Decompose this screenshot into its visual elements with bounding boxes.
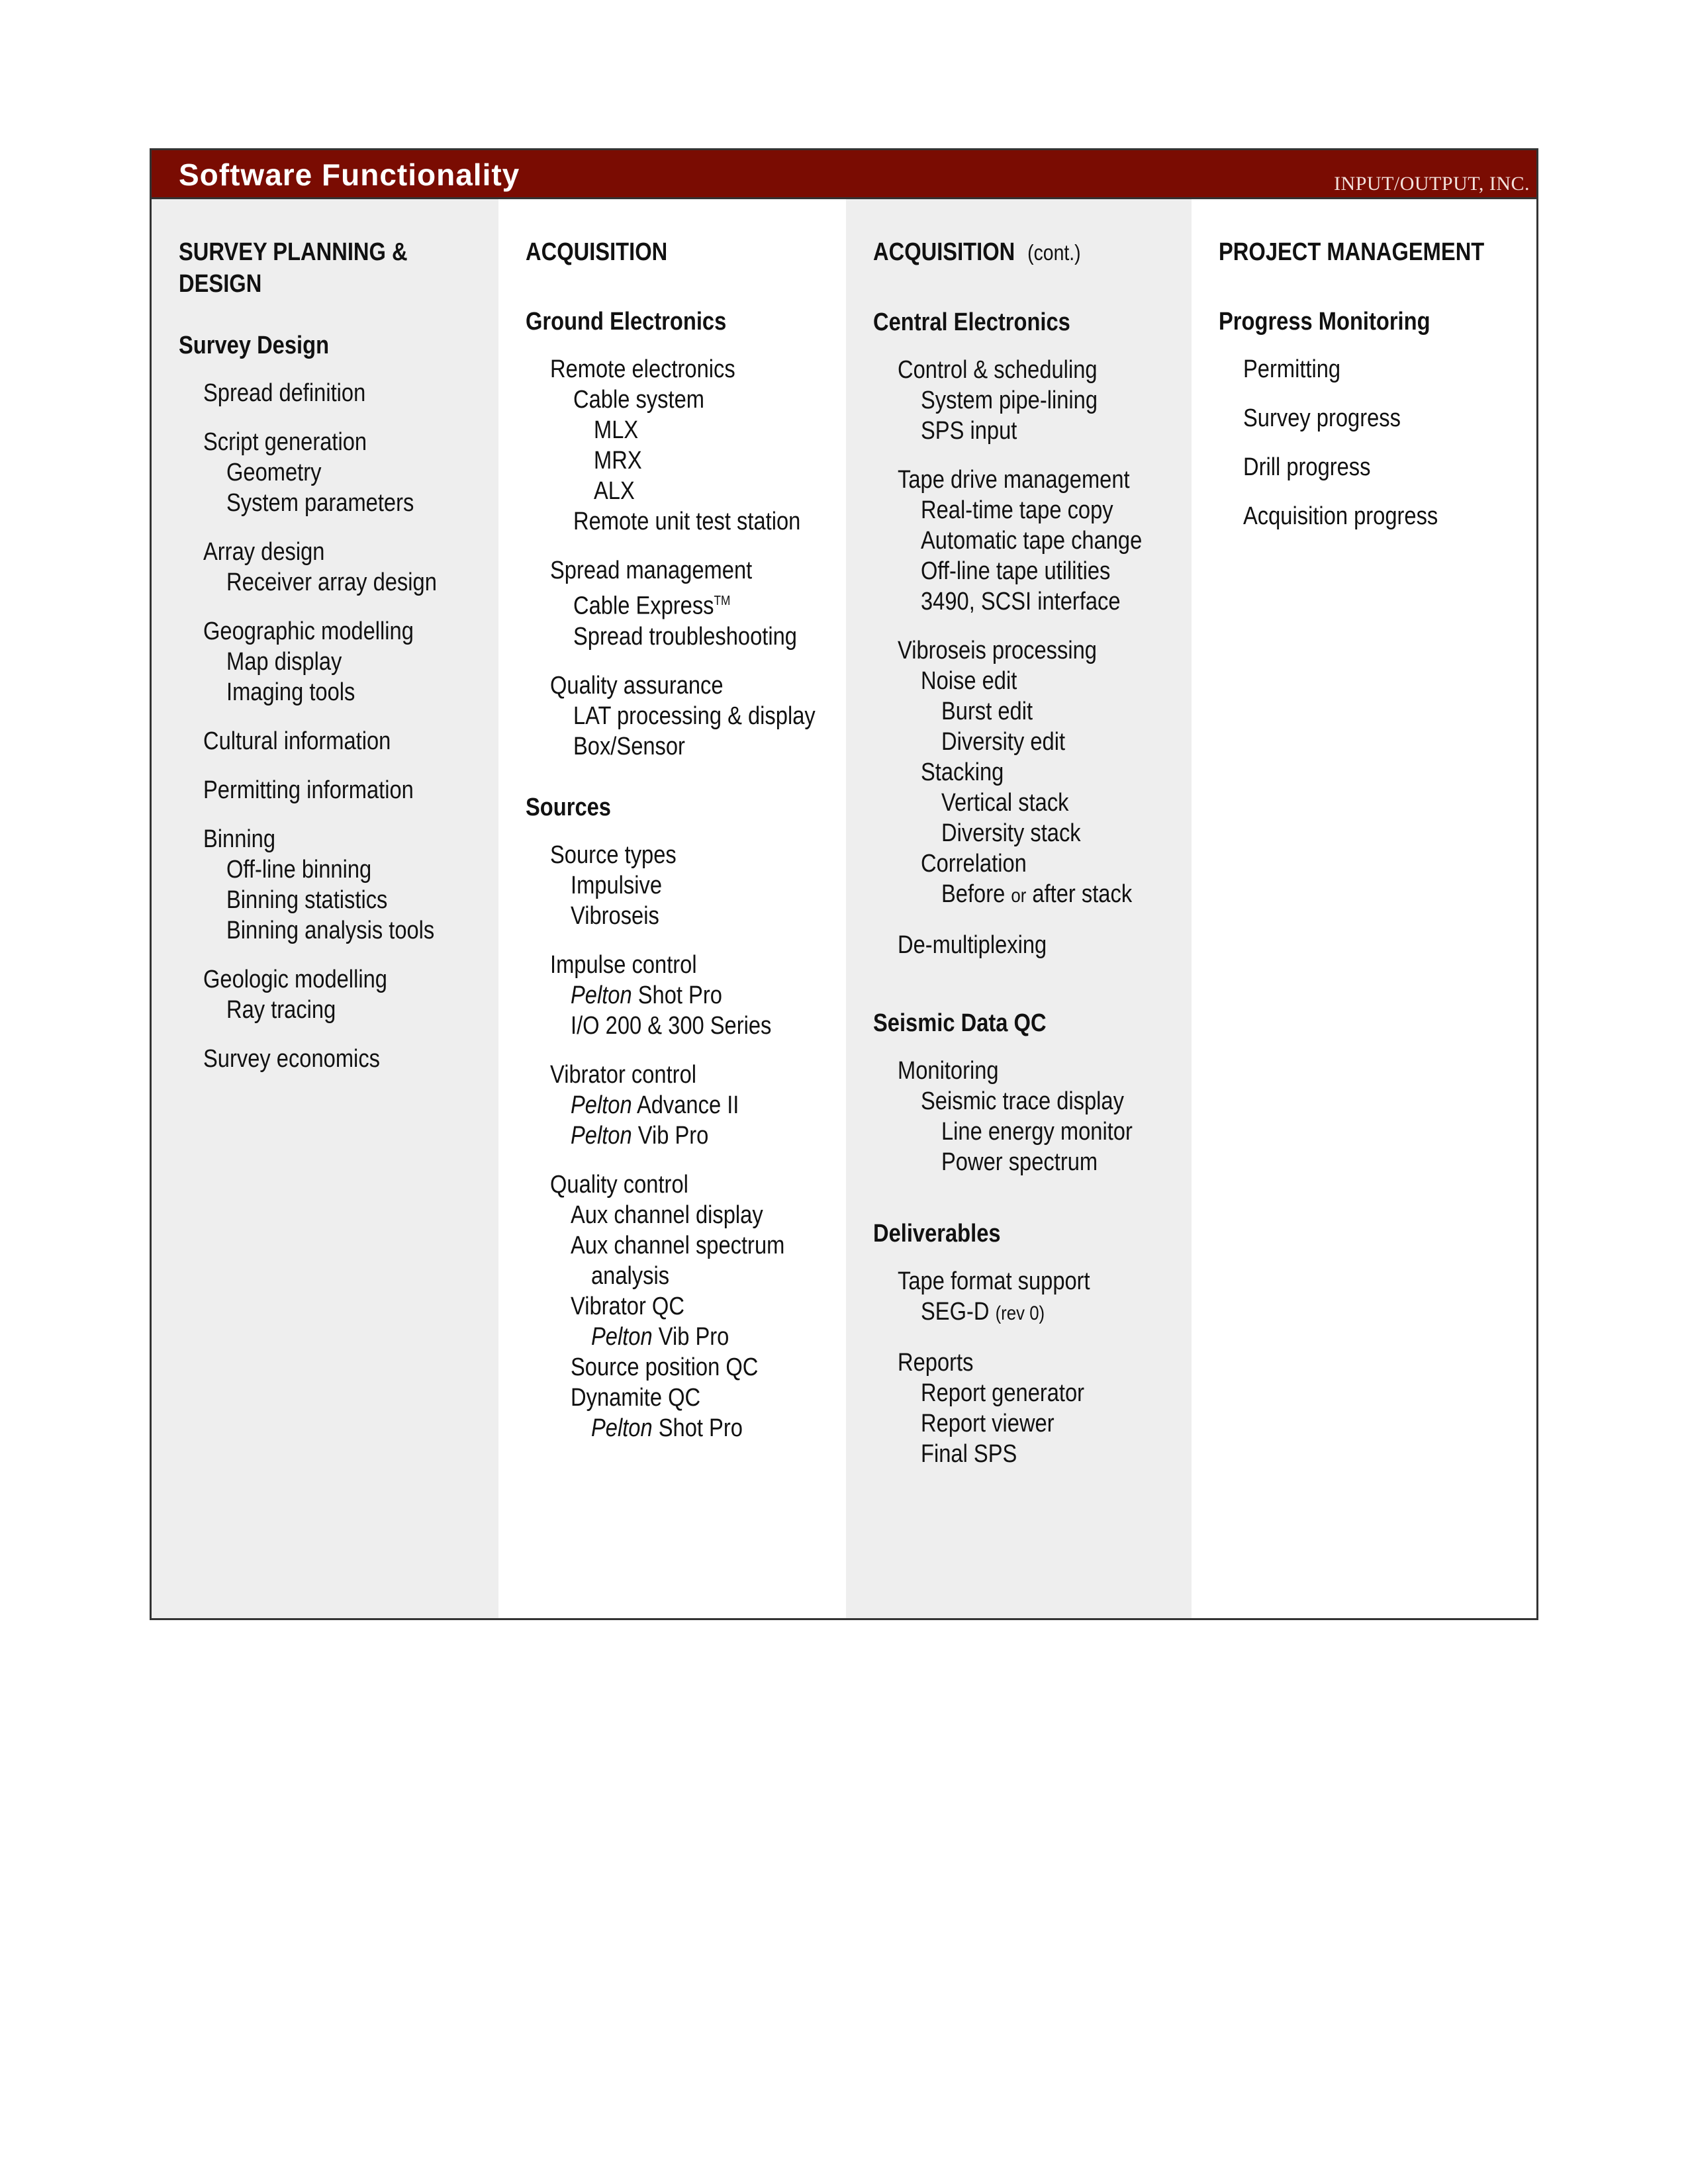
list-item: Geologic modelling — [203, 966, 387, 993]
list-subitem: Final SPS — [921, 1440, 1017, 1468]
brand-pelton: Pelton — [591, 1414, 653, 1442]
list-group — [898, 465, 1192, 617]
list-subitem — [591, 1413, 810, 1443]
list-subitem — [921, 1297, 1154, 1329]
list-subitem — [941, 879, 1156, 911]
list-subitem: Ray tracing — [226, 996, 336, 1024]
list-group — [203, 1044, 498, 1074]
list-subitem: Power spectrum — [941, 1148, 1098, 1176]
list-subitem: Dynamite QC — [571, 1383, 701, 1412]
subheading-deliverables: Deliverables — [873, 1220, 1001, 1248]
list-subitem: Box/Sensor — [573, 732, 685, 760]
list-subitem: MRX — [594, 447, 642, 475]
list-group — [898, 635, 1192, 911]
list-item: De-multiplexing — [898, 931, 1047, 959]
column-survey-planning — [152, 199, 498, 1618]
list-subitem: Real-time tape copy — [921, 496, 1113, 524]
list-item: Remote electronics — [550, 355, 735, 383]
list-item: Geographic modelling — [203, 617, 414, 645]
list-group — [550, 840, 846, 931]
list-subitem: I/O 200 & 300 Series — [571, 1011, 772, 1040]
list-group — [898, 1266, 1192, 1329]
list-group — [203, 726, 498, 756]
list-group — [203, 964, 498, 1025]
list-item: Array design — [203, 538, 325, 566]
text-fragment: Before — [941, 880, 1011, 908]
software-functionality-table — [150, 148, 1538, 1620]
list-group — [203, 378, 498, 408]
column-heading-line: DESIGN — [179, 270, 262, 298]
list-subitem: Binning analysis tools — [226, 917, 435, 944]
column-heading — [873, 236, 1147, 269]
brand-pelton: Pelton — [571, 981, 632, 1009]
list-subitem: Off-line binning — [226, 856, 372, 884]
brand-pelton: Pelton — [571, 1121, 632, 1150]
list-subitem: 3490, SCSI interface — [921, 588, 1121, 615]
list-subitem: ALX — [594, 477, 635, 505]
list-group — [550, 950, 846, 1041]
list-subitem: Impulsive — [571, 871, 663, 899]
list-item: Reports — [898, 1349, 974, 1377]
column-heading: ACQUISITION — [526, 238, 668, 266]
table-header-bar — [152, 150, 1536, 199]
list-item: Source types — [550, 841, 677, 869]
list-item: Survey progress — [1243, 404, 1401, 432]
list-subitem: Vibrator QC — [571, 1292, 684, 1320]
list-subitem: Receiver array design — [226, 569, 437, 596]
list-group — [203, 775, 498, 805]
list-subitem: Spread troubleshooting — [573, 622, 797, 651]
list-group — [1243, 501, 1536, 531]
list-group — [1243, 354, 1536, 385]
list-group — [203, 824, 498, 946]
product-name: Shot Pro — [652, 1414, 743, 1442]
column-heading: PROJECT MANAGEMENT — [1219, 238, 1485, 266]
list-subitem: Imaging tools — [226, 678, 355, 706]
list-subitem: Stacking — [921, 758, 1004, 786]
brand-pelton: Pelton — [571, 1091, 632, 1119]
text-fragment: after stack — [1026, 880, 1133, 908]
list-subitem: Binning statistics — [226, 886, 388, 914]
list-subitem: Map display — [226, 648, 342, 676]
list-group — [898, 1347, 1192, 1469]
list-item: Quality control — [550, 1170, 688, 1199]
list-item: Permitting information — [203, 776, 414, 804]
list-item: Script generation — [203, 428, 367, 456]
list-item: Tape format support — [898, 1267, 1090, 1295]
list-subitem — [571, 1120, 808, 1151]
column-heading — [179, 236, 453, 300]
list-subitem — [573, 586, 808, 621]
list-subitem: System pipe-lining — [921, 387, 1098, 414]
list-subitem: Vibroseis — [571, 901, 659, 930]
list-item: Spread management — [550, 557, 753, 584]
column-project-management — [1192, 199, 1536, 1618]
list-group — [550, 1169, 846, 1443]
list-subitem: Automatic tape change — [921, 527, 1143, 555]
list-item: Survey economics — [203, 1045, 381, 1073]
text-fragment: or — [1011, 885, 1027, 907]
continued-label: (cont.) — [1027, 240, 1081, 265]
list-subitem: LAT processing & display — [573, 702, 816, 730]
list-item: Permitting — [1243, 355, 1341, 383]
list-group — [550, 1060, 846, 1151]
list-item: Binning — [203, 825, 276, 853]
list-item: Tape drive management — [898, 466, 1130, 494]
column-heading-line: SURVEY PLANNING & — [179, 238, 408, 266]
list-subitem: MLX — [594, 416, 639, 444]
list-subitem: Vertical stack — [941, 789, 1069, 817]
list-group — [898, 1056, 1192, 1177]
list-group — [1243, 452, 1536, 482]
company-name: INPUT/OUTPUT, INC. — [1334, 173, 1530, 195]
list-subitem: Noise edit — [921, 667, 1017, 695]
list-subitem: Diversity stack — [941, 819, 1081, 847]
trademark-mark: TM — [714, 594, 731, 608]
list-group — [203, 537, 498, 598]
column-heading-text: ACQUISITION — [873, 238, 1015, 266]
list-subitem: Report viewer — [921, 1410, 1055, 1437]
list-group — [550, 670, 846, 762]
list-group — [898, 355, 1192, 446]
list-item: Vibrator control — [550, 1060, 697, 1089]
list-subitem: Aux channel display — [571, 1201, 763, 1229]
list-subitem: Cable system — [573, 386, 704, 414]
list-group — [898, 930, 1192, 960]
list-item: Control & scheduling — [898, 356, 1098, 384]
list-item: Quality assurance — [550, 671, 724, 700]
list-item: Drill progress — [1243, 453, 1371, 481]
subheading-central-electronics: Central Electronics — [873, 308, 1070, 336]
subheading-progress-monitoring: Progress Monitoring — [1219, 308, 1430, 336]
list-subitem: Report generator — [921, 1379, 1085, 1407]
list-subitem: Off-line tape utilities — [921, 557, 1111, 585]
list-group — [203, 616, 498, 707]
list-group — [1243, 403, 1536, 433]
list-subitem: Geometry — [226, 459, 322, 486]
subheading-sources: Sources — [526, 793, 611, 821]
product-name: Vib Pro — [632, 1121, 709, 1150]
list-subitem: Remote unit test station — [573, 508, 801, 535]
list-subitem: Aux channel spectrum — [571, 1231, 785, 1259]
brand-pelton: Pelton — [591, 1322, 653, 1351]
list-subitem: Burst edit — [941, 698, 1033, 725]
list-item: Monitoring — [898, 1057, 999, 1085]
list-subitem: System parameters — [226, 489, 414, 517]
product-name: Shot Pro — [632, 981, 722, 1009]
text-fragment: SEG-D — [921, 1298, 990, 1326]
list-subitem: Seismic trace display — [921, 1087, 1124, 1115]
subheading-survey-design: Survey Design — [179, 332, 330, 359]
list-item: Cultural information — [203, 727, 391, 755]
list-item: Vibroseis processing — [898, 637, 1097, 664]
subheading-seismic-data-qc: Seismic Data QC — [873, 1009, 1047, 1037]
list-subitem — [571, 980, 808, 1011]
list-subitem — [571, 1090, 808, 1120]
column-acquisition — [498, 199, 846, 1618]
list-group — [550, 555, 846, 652]
list-item: Spread definition — [203, 379, 366, 407]
list-group — [203, 427, 498, 518]
list-item: Impulse control — [550, 950, 697, 979]
product-name: Vib Pro — [652, 1322, 729, 1351]
list-subitem: analysis — [591, 1261, 670, 1290]
subheading-ground-electronics: Ground Electronics — [526, 308, 727, 336]
list-subitem: SPS input — [921, 417, 1017, 445]
list-group — [550, 354, 846, 537]
product-name: Advance II — [632, 1091, 739, 1119]
product-name: Cable Express — [573, 592, 714, 620]
table-title: Software Functionality — [179, 158, 520, 192]
list-subitem: Line energy monitor — [941, 1118, 1133, 1146]
list-subitem: Source position QC — [571, 1353, 759, 1381]
list-subitem — [591, 1322, 810, 1352]
revision-label: (rev 0) — [995, 1302, 1045, 1324]
list-subitem: Diversity edit — [941, 728, 1066, 756]
list-subitem: Correlation — [921, 850, 1027, 878]
list-item: Acquisition progress — [1243, 502, 1438, 530]
column-acquisition-cont — [846, 199, 1192, 1618]
